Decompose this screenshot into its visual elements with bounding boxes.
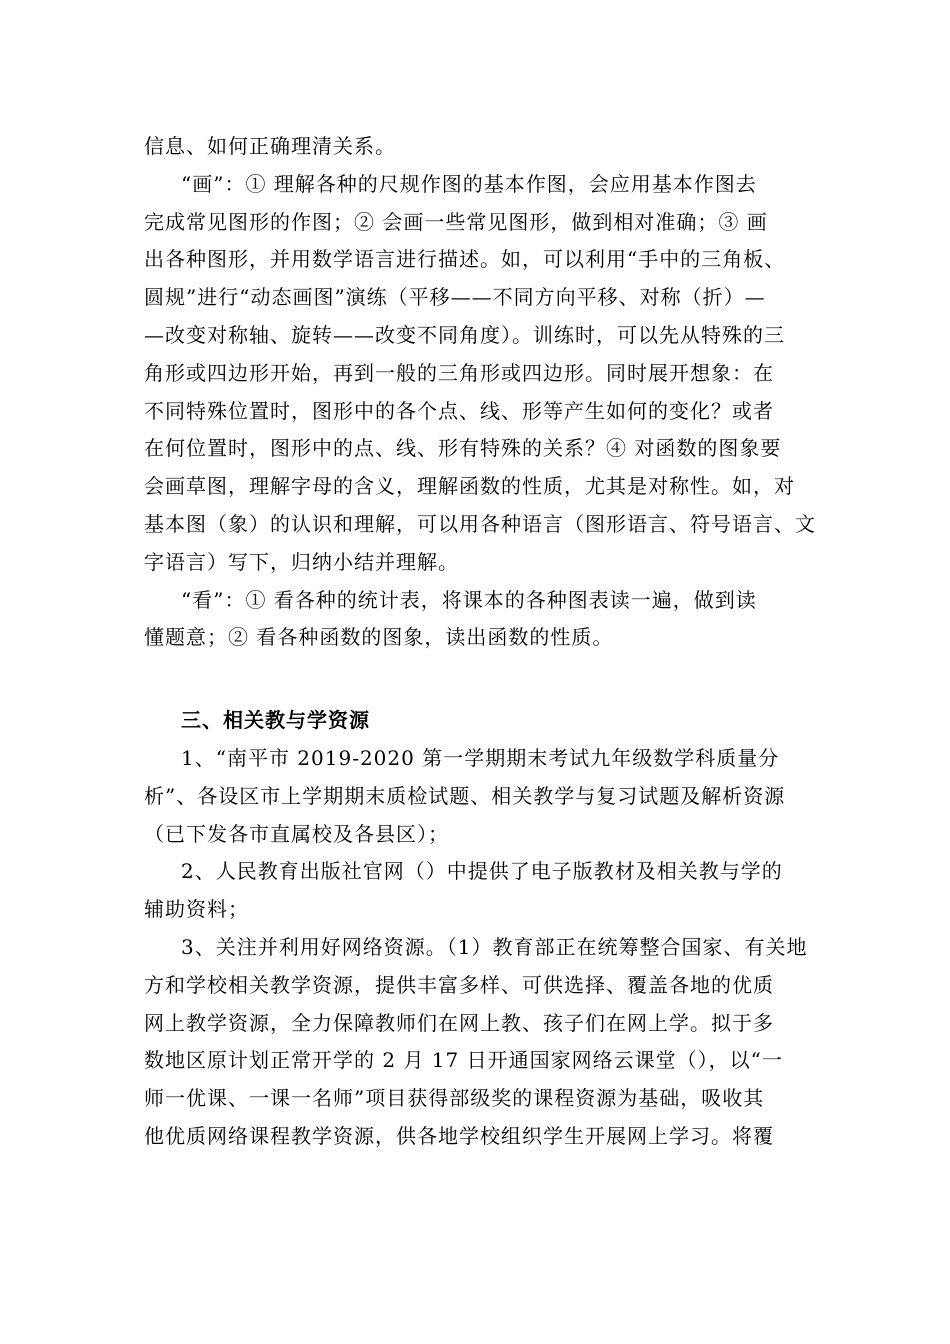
text-line: 3、关注并利用好网络资源。（1）教育部正在统筹整合国家、有关地 — [181, 934, 808, 959]
text-line: “看”：① 看各种的统计表，将课本的各种图表读一遍，做到读 — [181, 587, 757, 612]
document-page — [144, 128, 814, 1156]
text-line: 析”、各设区市上学期期末质检试题、相关教学与复习试题及解析资源 — [144, 783, 786, 808]
paragraph-look — [144, 582, 814, 658]
text-line: 出各种图形，并用数学语言进行描述。如，可以利用“手中的三角板、 — [144, 247, 786, 272]
text-line: 基本图（象）的认识和理解，可以用各种语言（图形语言、符号语言、文 — [144, 511, 816, 536]
text-line: 角形或四边形开始，再到一般的三角形或四边形。同时展开想象：在 — [144, 360, 774, 385]
text-line: 在何位置时，图形中的点、线、形有特殊的关系？④ 对函数的图象要 — [144, 436, 782, 461]
resource-item-3 — [144, 929, 814, 1156]
text-line: 方和学校相关教学资源，提供丰富多样、可供选择、覆盖各地的优质 — [144, 972, 774, 997]
paragraph-draw — [144, 166, 814, 582]
text-line: 2、人民教育出版社官网（）中提供了电子版教材及相关教与学的 — [181, 859, 783, 884]
text-line: 信息、如何正确理清关系。 — [144, 134, 396, 158]
section-heading: 三、相关教与学资源 — [181, 708, 370, 733]
paragraph-continuation — [144, 128, 814, 166]
text-line: 辅助资料； — [144, 897, 249, 922]
text-line: 圆规”进行“动态画图”演练（平移——不同方向平移、对称（折）— — [144, 285, 766, 310]
text-line: “画”：① 理解各种的尺规作图的基本作图，会应用基本作图去 — [181, 171, 757, 196]
text-line: —改变对称轴、旋转——改变不同角度）。训练时，可以先从特殊的三 — [144, 322, 785, 347]
resource-item-1 — [144, 740, 814, 853]
text-line: 网上教学资源，全力保障教师们在网上教、孩子们在网上学。拟于多 — [144, 1010, 774, 1035]
resource-item-2 — [144, 853, 814, 929]
text-line: 会画草图，理解字母的含义，理解函数的性质，尤其是对称性。如，对 — [144, 474, 795, 499]
text-line: 懂题意；② 看各种函数的图象，读出函数的性质。 — [144, 625, 614, 650]
text-line: 完成常见图形的作图；② 会画一些常见图形，做到相对准确；③ 画 — [144, 209, 768, 234]
text-line: 数地区原计划正常开学的 2 月 17 日开通国家网络云课堂（），以“一 — [144, 1048, 783, 1073]
text-line: 不同特殊位置时，图形中的各个点、线、形等产生如何的变化？或者 — [144, 398, 774, 423]
text-line: 师一优课、一课一名师”项目获得部级奖的课程资源为基础，吸收其 — [144, 1086, 765, 1111]
text-line: 他优质网络课程教学资源，供各地学校组织学生开展网上学习。将覆 — [144, 1123, 774, 1148]
text-line: （已下发各市直属校及各县区）； — [144, 821, 449, 846]
text-line: 1、“南平市 2019-2020 第一学期期末考试九年级数学科质量分 — [181, 745, 780, 770]
text-line: 字语言）写下，归纳小结并理解。 — [144, 549, 459, 574]
